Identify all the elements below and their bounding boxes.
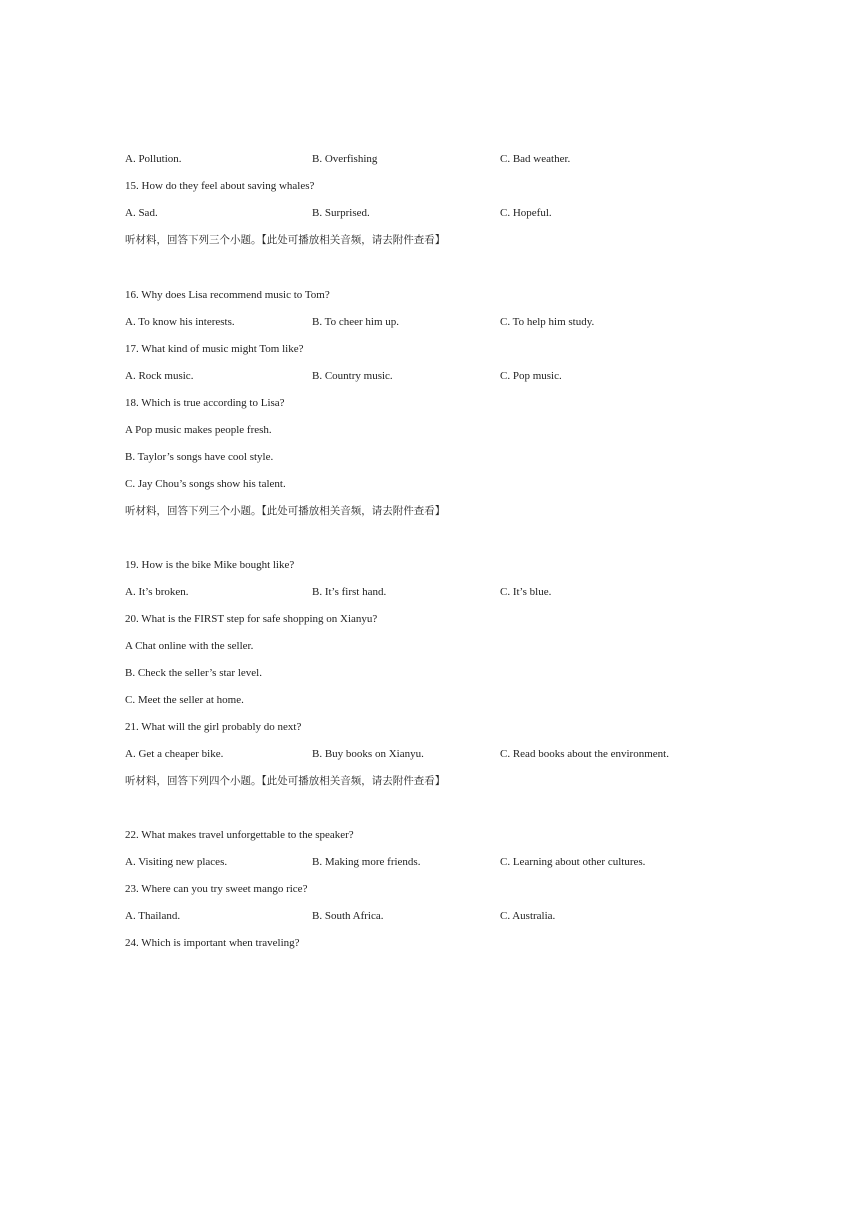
option-a: A. Get a cheaper bike. — [125, 748, 224, 760]
option-a: A. Rock music. — [125, 370, 194, 382]
option-a: A. Sad. — [125, 207, 158, 219]
option-a: A Chat online with the seller. — [125, 640, 254, 652]
question-21: 21. What will the girl probably do next? — [125, 721, 302, 733]
option-c: C. Australia. — [500, 910, 556, 922]
question-23: 23. Where can you try sweet mango rice? — [125, 883, 308, 895]
option-b: B. Taylor’s songs have cool style. — [125, 451, 274, 463]
listening-instruction: 听材料，回答下列四个小题。【此处可播放相关音频，请去附件查看】 — [125, 775, 446, 787]
option-b: B. Check the seller’s star level. — [125, 667, 262, 679]
question-16: 16. Why does Lisa recommend music to Tom? — [125, 289, 330, 301]
question-20: 20. What is the FIRST step for safe shopping on Xianyu? — [125, 613, 378, 625]
question-15: 15. How do they feel about saving whales? — [125, 180, 315, 192]
option-c: C. Read books about the environment. — [500, 748, 669, 760]
option-b: B. South Africa. — [312, 910, 384, 922]
option-b: B. Surprised. — [312, 207, 370, 219]
option-a: A. Thailand. — [125, 910, 181, 922]
option-b: B. Overfishing — [312, 153, 378, 165]
option-a: A Pop music makes people fresh. — [125, 424, 272, 436]
question-17: 17. What kind of music might Tom like? — [125, 343, 304, 355]
question-24: 24. Which is important when traveling? — [125, 937, 300, 949]
question-22: 22. What makes travel unforgettable to the speaker? — [125, 829, 354, 841]
option-a: A. Pollution. — [125, 153, 182, 165]
question-18: 18. Which is true according to Lisa? — [125, 397, 285, 409]
option-c: C. To help him study. — [500, 316, 595, 328]
option-b: B. Country music. — [312, 370, 393, 382]
listening-instruction: 听材料，回答下列三个小题。【此处可播放相关音频，请去附件查看】 — [125, 505, 446, 517]
option-b: B. It’s first hand. — [312, 586, 387, 598]
option-c: C. Bad weather. — [500, 153, 571, 165]
option-a: A. Visiting new places. — [125, 856, 228, 868]
option-c: C. Pop music. — [500, 370, 562, 382]
option-c: C. Hopeful. — [500, 207, 552, 219]
listening-instruction: 听材料，回答下列三个小题。【此处可播放相关音频，请去附件查看】 — [125, 234, 446, 246]
option-c: C. Learning about other cultures. — [500, 856, 646, 868]
option-b: B. To cheer him up. — [312, 316, 400, 328]
option-b: B. Buy books on Xianyu. — [312, 748, 424, 760]
option-c: C. Meet the seller at home. — [125, 694, 244, 706]
option-b: B. Making more friends. — [312, 856, 421, 868]
option-c: C. Jay Chou’s songs show his talent. — [125, 478, 286, 490]
option-a: A. It’s broken. — [125, 586, 189, 598]
question-19: 19. How is the bike Mike bought like? — [125, 559, 295, 571]
option-a: A. To know his interests. — [125, 316, 235, 328]
option-c: C. It’s blue. — [500, 586, 552, 598]
